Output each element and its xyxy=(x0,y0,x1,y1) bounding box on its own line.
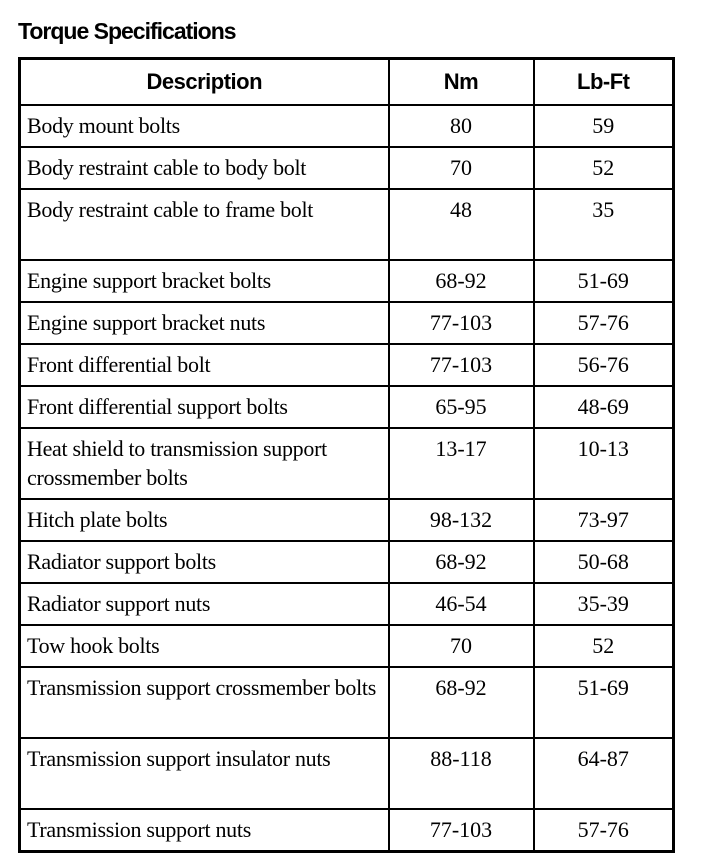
lbft-cell: 52 xyxy=(534,147,674,189)
nm-cell: 68-92 xyxy=(389,667,534,738)
nm-cell: 70 xyxy=(389,625,534,667)
description-cell: Transmission support nuts xyxy=(20,809,389,852)
table-row xyxy=(20,260,674,302)
column-header-description: Description xyxy=(20,59,389,106)
page-title: Torque Specifications xyxy=(18,18,236,44)
nm-cell: 68-92 xyxy=(389,260,534,302)
table-row xyxy=(20,428,674,499)
nm-cell: 48 xyxy=(389,189,534,260)
table-row xyxy=(20,809,674,852)
table-row xyxy=(20,499,674,541)
description-cell: Body mount bolts xyxy=(20,105,389,147)
table-row xyxy=(20,302,674,344)
description-cell: Engine support bracket nuts xyxy=(20,302,389,344)
description-cell: Transmission support crossmember bolts xyxy=(20,667,389,738)
lbft-cell: 57-76 xyxy=(534,809,674,852)
table-row xyxy=(20,738,674,809)
description-cell: Body restraint cable to frame bolt xyxy=(20,189,389,260)
nm-cell: 88-118 xyxy=(389,738,534,809)
lbft-cell: 73-97 xyxy=(534,499,674,541)
lbft-cell: 50-68 xyxy=(534,541,674,583)
lbft-cell: 35 xyxy=(534,189,674,260)
table-row xyxy=(20,583,674,625)
lbft-cell: 52 xyxy=(534,625,674,667)
nm-cell: 77-103 xyxy=(389,302,534,344)
nm-cell: 68-92 xyxy=(389,541,534,583)
lbft-cell: 56-76 xyxy=(534,344,674,386)
nm-cell: 70 xyxy=(389,147,534,189)
lbft-cell: 35-39 xyxy=(534,583,674,625)
nm-cell: 77-103 xyxy=(389,344,534,386)
lbft-cell: 10-13 xyxy=(534,428,674,499)
table-row xyxy=(20,189,674,260)
table-row xyxy=(20,344,674,386)
column-header-nm: Nm xyxy=(389,59,534,106)
nm-cell: 13-17 xyxy=(389,428,534,499)
nm-cell: 80 xyxy=(389,105,534,147)
table-row xyxy=(20,541,674,583)
table-header-row xyxy=(20,59,674,106)
table-row xyxy=(20,105,674,147)
table-row xyxy=(20,667,674,738)
description-cell: Front differential support bolts xyxy=(20,386,389,428)
lbft-cell: 57-76 xyxy=(534,302,674,344)
description-cell: Body restraint cable to body bolt xyxy=(20,147,389,189)
description-cell: Engine support bracket bolts xyxy=(20,260,389,302)
table-row xyxy=(20,147,674,189)
column-header-lbft: Lb-Ft xyxy=(534,59,674,106)
description-cell: Transmission support insulator nuts xyxy=(20,738,389,809)
lbft-cell: 48-69 xyxy=(534,386,674,428)
description-cell: Radiator support nuts xyxy=(20,583,389,625)
lbft-cell: 51-69 xyxy=(534,667,674,738)
nm-cell: 46-54 xyxy=(389,583,534,625)
nm-cell: 98-132 xyxy=(389,499,534,541)
torque-specifications-table xyxy=(18,57,675,853)
description-cell: Tow hook bolts xyxy=(20,625,389,667)
lbft-cell: 59 xyxy=(534,105,674,147)
description-cell: Radiator support bolts xyxy=(20,541,389,583)
nm-cell: 77-103 xyxy=(389,809,534,852)
lbft-cell: 51-69 xyxy=(534,260,674,302)
nm-cell: 65-95 xyxy=(389,386,534,428)
lbft-cell: 64-87 xyxy=(534,738,674,809)
description-cell: Front differential bolt xyxy=(20,344,389,386)
table-row xyxy=(20,386,674,428)
description-cell: Heat shield to transmission support crossmember bolts xyxy=(20,428,389,499)
table-row xyxy=(20,625,674,667)
description-cell: Hitch plate bolts xyxy=(20,499,389,541)
